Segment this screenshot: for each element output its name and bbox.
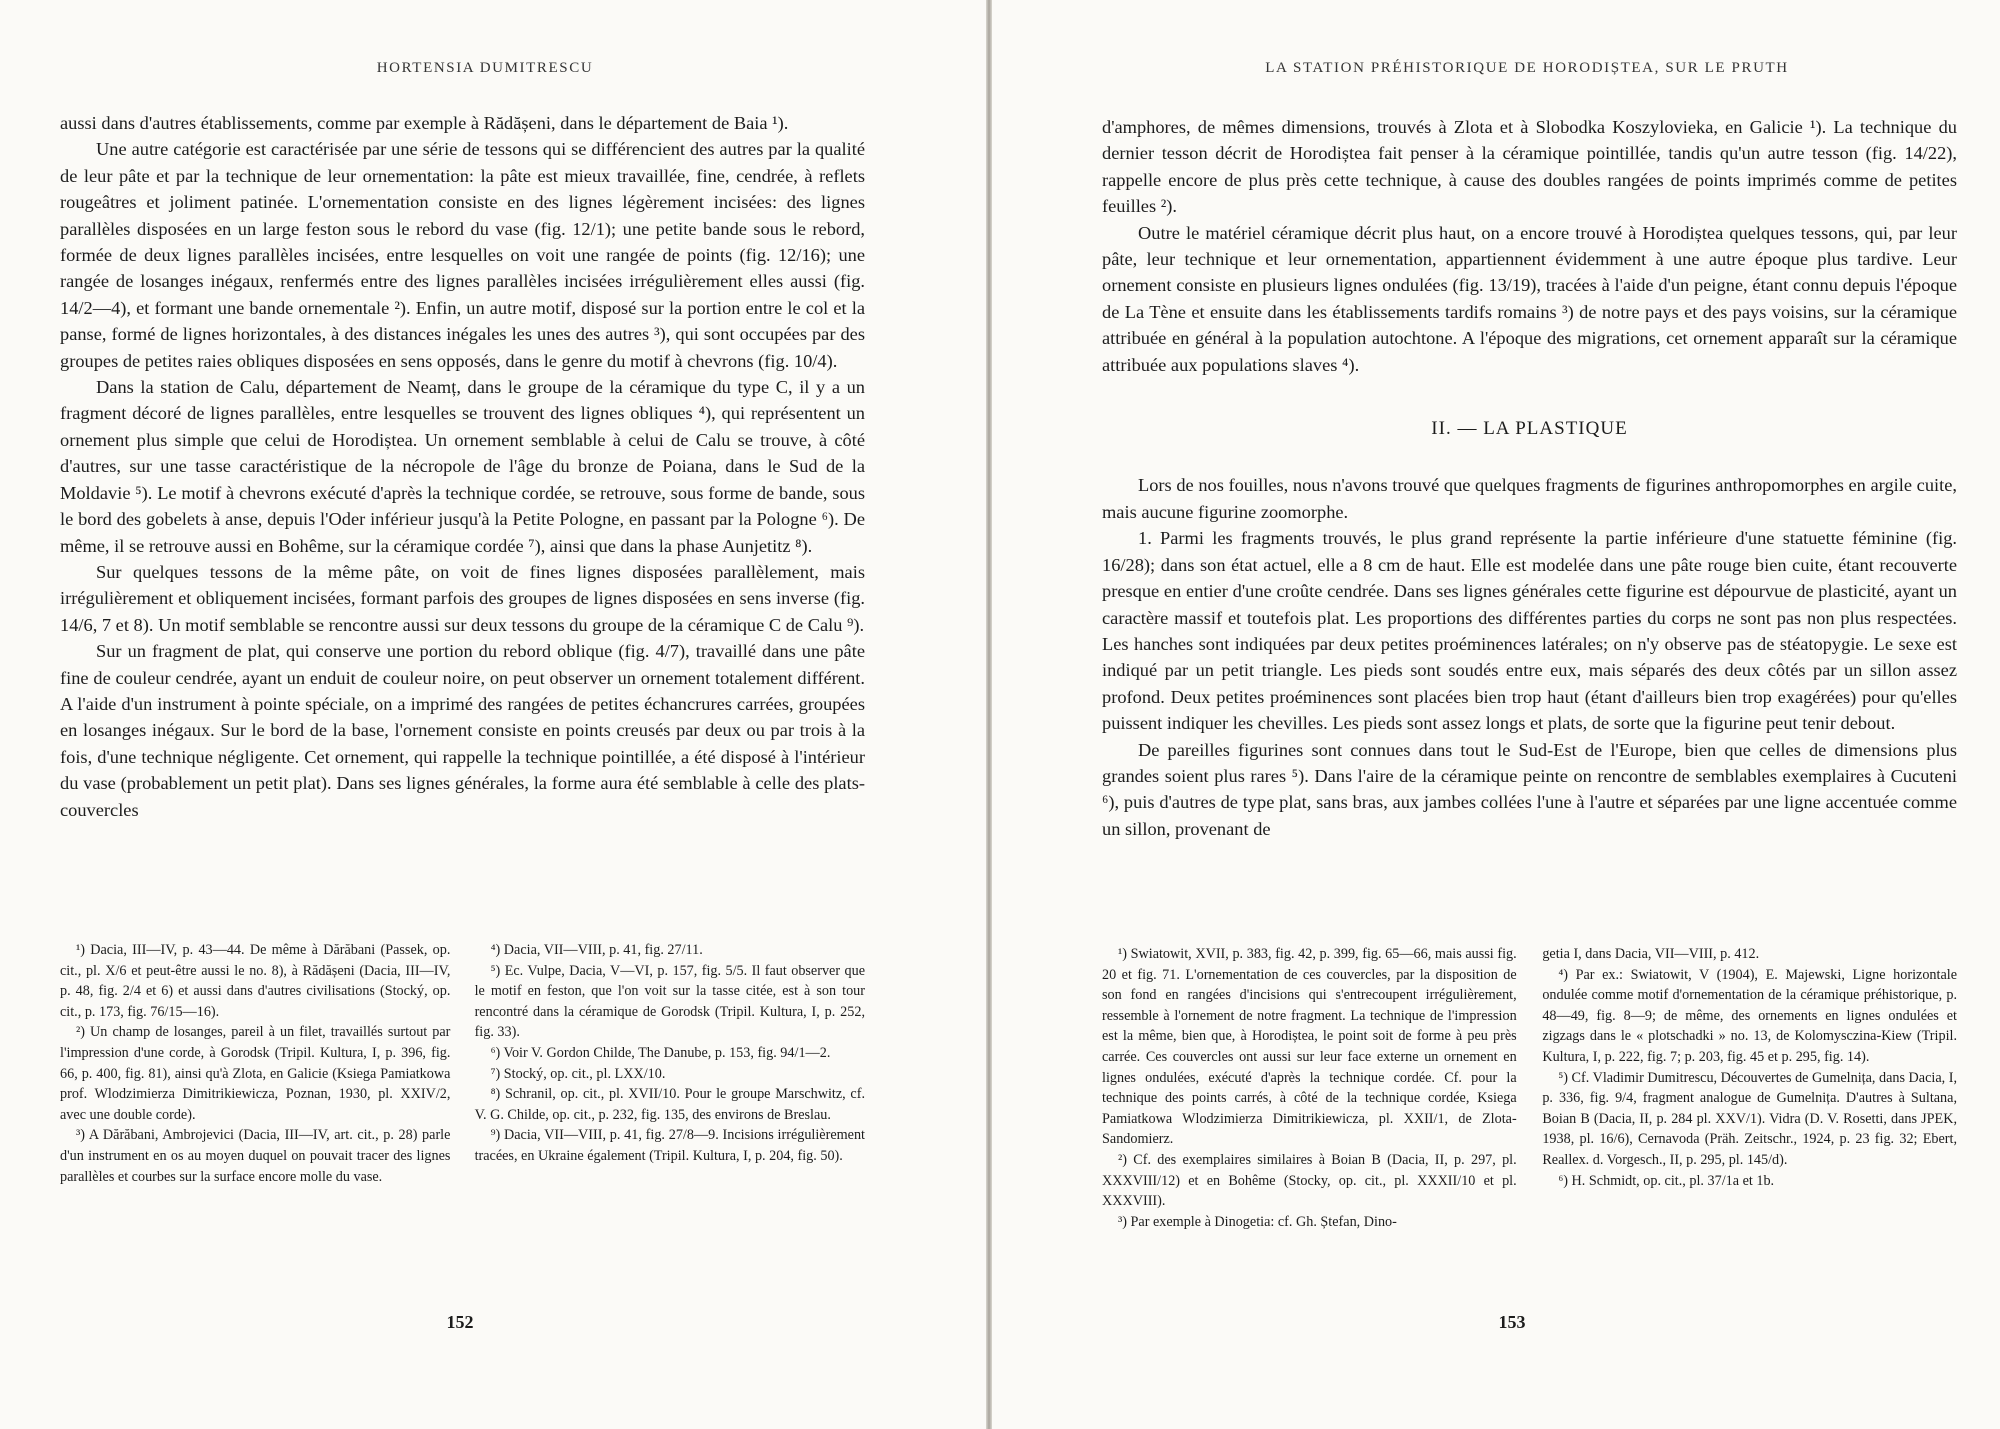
paragraph: d'amphores, de mêmes dimensions, trouvés à Zlota et à Slobodka Koszylovieka, en Galicie ¹). La technique du dernier tesson décrit de Horodiștea fait penser à la céramique pointillée, tandis qu'un autre tesson (fig. 14/22), rappelle encore de plus près cette technique, à cause des doubles rangées de points imprimés comme de petites feuilles ²). <box>1102 117 1957 217</box>
footnote: ⁹) Dacia, VII—VIII, p. 41, fig. 27/8—9. Incisions irrégulièrement tracées, en Ukraine également (Tripil. Kultura, I, p. 204, fig. 50). <box>474 1127 865 1164</box>
paragraph: Dans la station de Calu, département de Neamț, dans le groupe de la céramique du type C, il y a un fragment décoré de lignes parallèles, entre lesquelles se trouvent des lignes obliques ⁴), qui représentent un ornement plus simple que celui de Horodiștea. Un ornement semblable à celui de Calu se trouve, à côté d'autres, sur une tasse caractéristique de la nécropole de l'âge du bronze de Poiana, dans le Sud de la Moldavie ⁵). Le motif à chevrons exécuté d'après la technique cordée, se retrouve, sous forme de bande, sous le bord des gobelets à anse, depuis l'Oder inférieur jusqu'à la Petite Pologne, en passant par la Pologne ⁶). De même, il se retrouve aussi en Bohême, sur la céramique cordée ⁷), ainsi que dans la phase Aunjetitz ⁸). <box>60 377 865 556</box>
footnote: ²) Un champ de losanges, pareil à un filet, travaillés surtout par l'impression d'une corde, à Gorodsk (Tripil. Kultura, I, p. 396, fig. 66, p. 400, fig. 81), ainsi qu'à Zlota, en Galicie (Ksiega Pamiatkowa prof. Wlodzimierza Dimitrikiewicza, Poznan, 1930, pl. XXIV/2, avec une double corde). <box>60 1024 451 1123</box>
footnote: ³) A Dărăbani, Ambrojevici (Dacia, III—IV, art. cit., p. 28) parle d'un instrument en os au moyen duquel on pouvait tracer des lignes parallèles et courbes sur la surface encore molle du vase. <box>60 1127 451 1185</box>
left-footnotes <box>60 940 865 1187</box>
footnote: ⁶) Voir V. Gordon Childe, The Danube, p. 153, fig. 94/1—2. <box>490 1044 831 1061</box>
running-head-left: HORTENSIA DUMITRESCU <box>376 60 594 76</box>
footnote: ¹) Swiatowit, XVII, p. 383, fig. 42, p. 399, fig. 65—66, mais aussi fig. 20 et fig. 71. L'ornementation de ces couvercles, par la disposition de son fond en rangées d'incisions qui s'entrecoupent irrégulièrement, ressemble à l'ornement de notre fragment. La technique de l'impression est la même, bien que, à Horodiștea, le point soit de forme à peu près carrée. Ces couvercles ont aussi sur leur face externe un ornement en lignes ondulées, exécuté d'après la technique cordée. Cf. pour la technique des points carrés, à côté de la technique cordée, Ksiega Pamiatkowa Wlodzimierza Dimitrikiewicza, pl. XXII/1, de Zlota-Sandomierz. <box>1102 946 1517 1148</box>
left-page <box>0 0 992 1429</box>
paragraph: De pareilles figurines sont connues dans tout le Sud-Est de l'Europe, bien que celles de dimensions plus grandes soient plus rares ⁵). Dans l'aire de la céramique peinte on rencontre de semblables exemplaires à Cucuteni ⁶), puis d'autres de type plat, sans bras, aux jambes collées l'une à l'autre et séparées par une ligne accentuée comme un sillon, provenant de <box>1102 739 1957 839</box>
paragraph: Lors de nos fouilles, nous n'avons trouvé que quelques fragments de figurines anthropomorphes en argile cuite, mais aucune figurine zoomorphe. <box>1102 475 1957 522</box>
footnote: ²) Cf. des exemplaires similaires à Boian B (Dacia, II, p. 297, pl. XXXVIII/12) et en Bohême (Stocky, op. cit., pl. XXXII/10 et pl. XXXVIII). <box>1102 1151 1517 1210</box>
paragraph: Outre le matériel céramique décrit plus haut, on a encore trouvé à Horodiștea quelques tessons, qui, par leur pâte, leur technique et leur ornementation, appartiennent évidemment à une autre époque plus tardive. Leur ornement consiste en plusieurs lignes ondulées (fig. 13/19), tracées à l'aide d'un peigne, étant connu depuis l'époque de La Tène et ensuite dans les établissements tardifs romains ³) de notre pays et des pays voisins, sur la céramique attribuée en général à la population autochtone. A l'époque des migrations, cet ornement apparaît sur la céramique attribuée aux populations slaves ⁴). <box>1102 222 1957 375</box>
footnote: ¹) Dacia, III—IV, p. 43—44. De même à Dărăbani (Passek, op. cit., pl. X/6 et peut-être aussi le no. 8), à Rădășeni (Dacia, III—IV, p. 48, fig. 2/4 et 6) et aussi dans d'autres civilisations (Stocký, op. cit., p. 173, fig. 76/15—16). <box>60 942 451 1020</box>
footnote: ⁵) Cf. Vladimir Dumitrescu, Découvertes de Gumelnița, dans Dacia, I, p. 336, fig. 9/4, fragment analogue de Gumelnița. D'autres à Sultana, Boian B (Dacia, II, p. 284 pl. XXV/1). Vidra (D. V. Rosetti, dans JPEK, 1938, pl. 16/6), Cernavoda (Präh. Zeitschr., 1924, p. 23 fig. 32; Ebert, Reallex. d. Vorgesch., II, p. 295, pl. 145/d). <box>1542 1069 1957 1168</box>
running-head-right: LA STATION PRÉHISTORIQUE DE HORODIȘTEA, SUR LE PRUTH <box>1265 60 1789 76</box>
footnote-column <box>1542 944 1957 1232</box>
footnote: ⁷) Stocký, op. cit., pl. LXX/10. <box>490 1065 666 1082</box>
page-number-right: 153 <box>1498 1312 1526 1332</box>
footnote: ⁴) Dacia, VII—VIII, p. 41, fig. 27/11. <box>490 942 703 958</box>
footnote-column <box>60 940 450 1187</box>
footnote: ⁵) Ec. Vulpe, Dacia, V—VI, p. 157, fig. 5/5. Il faut observer que le motif en feston, que l'on voit sur la tasse citée, est à son tour rencontré dans la céramique de Gorodsk (Tripil. Kultura, I, p. 252, fig. 33). <box>474 962 865 1041</box>
paragraph: aussi dans d'autres établissements, comme par exemple à Rădășeni, dans le département de Baia ¹). <box>60 113 789 133</box>
right-footnotes <box>1102 944 1957 1232</box>
right-page <box>992 0 2000 1429</box>
footnote: ⁶) H. Schmidt, op. cit., pl. 37/1a et 1b. <box>1558 1172 1775 1189</box>
footnote: ⁴) Par ex.: Swiatowit, V (1904), E. Majewski, Ligne horizontale ondulée comme motif d'ornementation de la céramique préhistorique, p. 48—49, fig. 8—9; de même, des ornements en lignes ondulées et zigzags dans le « plotschadki » no. 13, de Kolomysczina-Kiew (Tripil. Kultura, I, p. 222, fig. 7; p. 203, fig. 45 et p. 295, fig. 14). <box>1542 966 1957 1065</box>
left-body-text <box>60 110 865 823</box>
section-heading: II. — LA PLASTIQUE <box>1431 418 1628 440</box>
right-body-text <box>1102 114 1957 842</box>
paragraph: Sur un fragment de plat, qui conserve une portion du rebord oblique (fig. 4/7), travaillé dans une pâte fine de couleur cendrée, ayant un enduit de couleur noire, on peut observer un ornement totalement différent. A l'aide d'un instrument à pointe spéciale, on a imprimé des rangées de petites échancrures carrées, groupées en losanges inégaux. Sur le bord de la base, l'ornement consiste en points creusés par deux ou par trois à la fois, d'une technique négligente. Cet ornement, qui rappelle la technique pointillée, a été disposé à l'intérieur du vase (probablement un petit plat). Dans ses lignes générales, la forme aura été semblable à celle des plats-couvercles <box>60 641 865 820</box>
paragraph: Sur quelques tessons de la même pâte, on voit de fines lignes disposées parallèlement, mais irrégulièrement et obliquement incisées, formant parfois des groupes de lignes disposées en sens inverse (fig. 14/6, 7 et 8). Un motif semblable se rencontre aussi sur deux tessons du groupe de la céramique C de Calu ⁹). <box>60 561 865 635</box>
footnote: ³) Par exemple à Dinogetia: cf. Gh. Ștefan, Dino- <box>1118 1213 1397 1230</box>
footnote: ⁸) Schranil, op. cit., pl. XVII/10. Pour le groupe Marschwitz, cf. V. G. Childe, op. cit., p. 232, fig. 135, des environs de Breslau. <box>474 1086 865 1123</box>
page-number-left: 152 <box>446 1312 474 1332</box>
paragraph: Une autre catégorie est caractérisée par une série de tessons qui se différencient des autres par la qualité de leur pâte et par la technique de leur ornementation: la pâte est mieux travaillée, fine, cendrée, à reflets rougeâtres et joliment patinée. L'ornementation consiste en des lignes légèrement incisées: des lignes parallèles disposées en un large feston sous le rebord du vase (fig. 12/1); une petite bande sous le rebord, formée de deux lignes parallèles incisées, entre lesquelles on voit une rangée de points (fig. 12/16); une rangée de losanges inégaux, renfermés entre des lignes parallèles incisées irrégulièrement elles aussi (fig. 14/2—4), et formant une bande ornementale ²). Enfin, un autre motif, disposé sur la portion entre le col et la panse, formé de lignes horizontales, à des distances inégales les unes des autres ³), qui sont occupées par des groupes de petites raies obliques disposées en sens opposés, dans le genre du motif à chevrons (fig. 10/4). <box>60 139 865 371</box>
footnote-column <box>1102 944 1517 1232</box>
paragraph: 1. Parmi les fragments trouvés, le plus grand représente la partie inférieure d'une statuette féminine (fig. 16/28); dans son état actuel, elle a 8 cm de haut. Elle est modelée dans une pâte rouge bien cuite, étant recouverte presque en entier d'une croûte cendrée. Dans ses lignes générales cette figurine est dépourvue de plasticité, ayant un caractère massif et toutefois plat. Les proportions des différentes parties du corps ne sont pas non plus respectées. Les hanches sont indiquées par deux petites proéminences latérales; on n'y observe pas de stéatopygie. Le sexe est indiqué par un petit triangle. Les pieds sont soudés entre eux, mais séparés des deux côtés par un sillon assez profond. Deux petites proéminences sont placées bien trop haut (étant d'ailleurs bien trop exagérées) pour qu'elles puissent indiquer les chevilles. Les pieds sont assez longs et plats, de sorte que la figurine peut tenir debout. <box>1102 528 1957 734</box>
footnote-column <box>475 940 865 1187</box>
footnote: getia I, dans Dacia, VII—VIII, p. 412. <box>1542 946 1760 962</box>
